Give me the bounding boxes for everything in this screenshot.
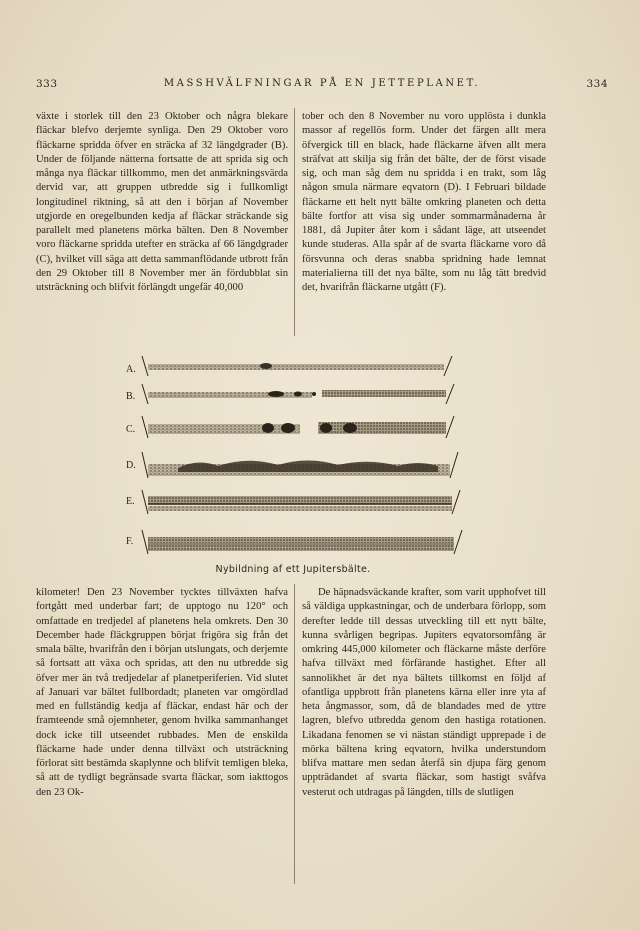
column-divider	[294, 584, 295, 884]
top-right-column	[302, 110, 546, 295]
paragraph: De häpnadsväckande krafter, som varit upphofvet till så väldiga uppkastningar, och de underbara förlopp, som derefter ledde till dessas utveckling till ett nytt bälte, kunna svårligen begripas. Jupiters eqvatorsomfång är omkring 445,000 kilometer och fläckarne måste derföre hafva tillväxt med förfärande hastighet. Efter all sannolikhet är det nya bältets tillkomst en följd af ofantliga uppbrott från planetens kärna eller inre yta af heta ångmassor, som, då de blandades med de yttre lagren, blefvo utbredda genom den hastiga rotationen. Likadana fenomen se vi nästan ständigt upprepade i de mörka bältena kring eqvatorn, hvilka understundom blifva mattare men sedan återfå sin djupa färg genom uppträdandet af svarta fläckar, som hastigt svåfva vesterut och utdragas på längden, tills de slutligen	[302, 587, 546, 798]
top-left-column	[36, 110, 288, 295]
paragraph: tober och den 8 November nu voro upplösta i dunkla massor af regellös form. Under det färgen allt mera öfvergick till en black, hade fläckarne äfven allt mera sträfvat att skilja sig från det bälte, der de först visade sig, och man såg dem nu spridda i en trakt, som låg någon smula närmare eqvatorn (D). I Februari bildade fläckarne ett helt nytt bälte omkring planeten och detta bälte fortfor att visa sig under sommarmånaderna år 1881, då Jupiter åter kom i sådant läge, att utseendet kunde studeras. Alla spår af de svarta fläckarne voro då försvunna och deras snabba spridning hade lemnat materialierna till det nya bälte, som nu låg tätt bredvid det, hvarifrån fläckarne utgått (F).	[302, 111, 546, 293]
belt-drawings	[118, 344, 468, 564]
belt-label-b: B.	[126, 391, 136, 402]
figure-caption: Nybildning af ett Jupitersbälte.	[215, 564, 371, 575]
paragraph: växte i storlek till den 23 Oktober och några blekare fläckar blefvo derjemte synliga. Den 29 Oktober voro fläckarne spridda öfver en sträcka af 32 längdgrader (B). Under de följande nätterna fortsatte de att sprida sig och många nya fläckar tillkommo, men det anmärkningsvärda dervid var, att gruppen utbredde sig i fullkomligt longitudinel riktning, så att den i början af November utgjorde en oregelbunden kedja af fläckar sträckande sig parallelt med planetens mörka bälten. Den 8 November voro fläckarne spridda utefter en sträcka af 66 längdgrader (C), hvilket vill säga att detta sammanflödande utbrott från den 29 Oktober till 8 November mer än fördubblat sin utsträckning och blifvit förlängdt ungefär 40,000	[36, 111, 288, 293]
jupiter-belt-figure	[118, 344, 468, 570]
bottom-right-column	[302, 586, 546, 800]
bottom-left-column	[36, 586, 288, 800]
belt-label-e: E.	[126, 496, 135, 507]
belt-label-c: C.	[126, 424, 136, 435]
belt-label-f: F.	[126, 536, 134, 547]
page-number-left: 333	[36, 78, 58, 90]
paragraph: kilometer! Den 23 November tycktes tillväxten hafva fortgått med underbar fart; de upptogo nu 120° och omfattade en tredjedel af planetens hela omkrets. Den 30 December hade fläckgruppen börjat frigöra sig från det smala bälte, hvarifrån den i början utslungats, och derjemte så fortsatt att växa och spridas, att den nu utbredde sig öfver mer än två tredjedelar af planetperiferien. Vid slutet af Januari var bältet fullbordadt; planeten var omgördlad med en fullständig kedja af fläckar, endast här och der framteende små ojemnheter, genom hvilka sammanhanget dock icke till utseendet rubbades. Men de enskilda fläckarne hade under denna tillväxt och utsträckning förlorat sitt bestämda skaplynne och blifvit temligen bleka, så att de tydligt begränsade svarta fläckar, som iakttogos den 23 Ok-	[36, 587, 288, 798]
running-header	[36, 78, 608, 94]
running-title: MASSHVÄLFNINGAR PÅ EN JETTEPLANET.	[163, 78, 481, 89]
column-divider	[294, 108, 295, 336]
page-number-right: 334	[586, 78, 608, 90]
belt-label-d: D.	[126, 460, 136, 471]
belt-label-a: A.	[126, 364, 136, 375]
